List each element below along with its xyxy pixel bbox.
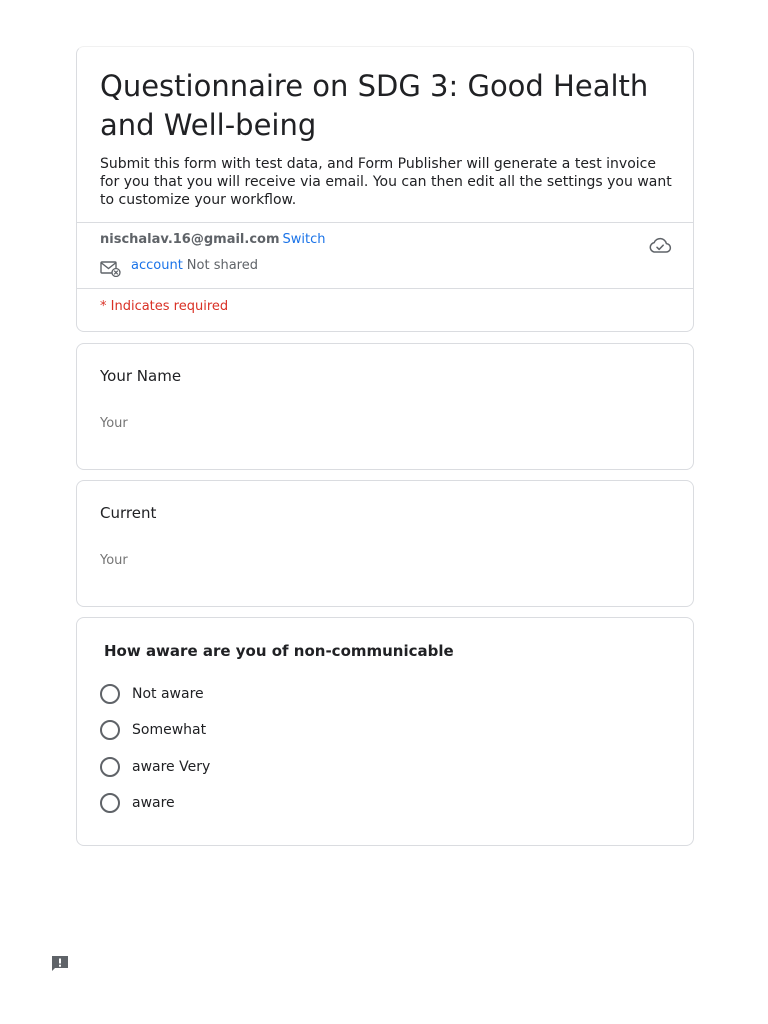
name-answer-input[interactable] bbox=[100, 416, 400, 431]
radio-label: aware Very bbox=[132, 759, 211, 775]
header-divider-bottom bbox=[77, 288, 693, 289]
radio-option-aware-very[interactable] bbox=[100, 756, 210, 778]
form-title: Questionnaire on SDG 3: Good Health and Well-being bbox=[100, 69, 649, 142]
radio-button[interactable] bbox=[100, 720, 120, 740]
radio-button[interactable] bbox=[100, 757, 120, 777]
question-title: Your Name bbox=[100, 367, 182, 385]
question-card-current bbox=[76, 480, 694, 607]
question-title: Current bbox=[100, 504, 157, 522]
switch-account-link[interactable]: Switch bbox=[282, 232, 326, 247]
radio-label: aware bbox=[132, 795, 175, 811]
form-description: Submit this form with test data, and Form Publisher will generate a test invoice for you that you will receive via email. You can then edit all the settings you want to customize your workflow. bbox=[100, 156, 672, 208]
cloud-check-icon bbox=[648, 235, 672, 255]
mail-not-shared-icon bbox=[100, 260, 121, 277]
header-divider-top bbox=[77, 222, 693, 223]
not-shared-label: Not shared bbox=[186, 258, 258, 273]
account-sharing-status bbox=[131, 258, 258, 273]
radio-label: Somewhat bbox=[132, 722, 207, 738]
account-info bbox=[100, 232, 326, 247]
radio-option-somewhat[interactable] bbox=[100, 719, 206, 741]
required-note: * Indicates required bbox=[100, 299, 229, 314]
radio-option-aware[interactable] bbox=[100, 792, 175, 814]
current-answer-input[interactable] bbox=[100, 553, 400, 568]
feedback-icon[interactable] bbox=[50, 954, 70, 974]
question-card-awareness bbox=[76, 617, 694, 846]
question-title: How aware are you of non-communicable bbox=[104, 642, 454, 660]
account-email: nischalav.16@gmail.com bbox=[100, 232, 280, 247]
radio-label: Not aware bbox=[132, 686, 204, 702]
form-header-card bbox=[76, 46, 694, 332]
question-card-name bbox=[76, 343, 694, 470]
radio-option-not-aware[interactable] bbox=[100, 683, 204, 705]
radio-button[interactable] bbox=[100, 793, 120, 813]
account-link[interactable]: account bbox=[131, 258, 183, 273]
radio-button[interactable] bbox=[100, 684, 120, 704]
